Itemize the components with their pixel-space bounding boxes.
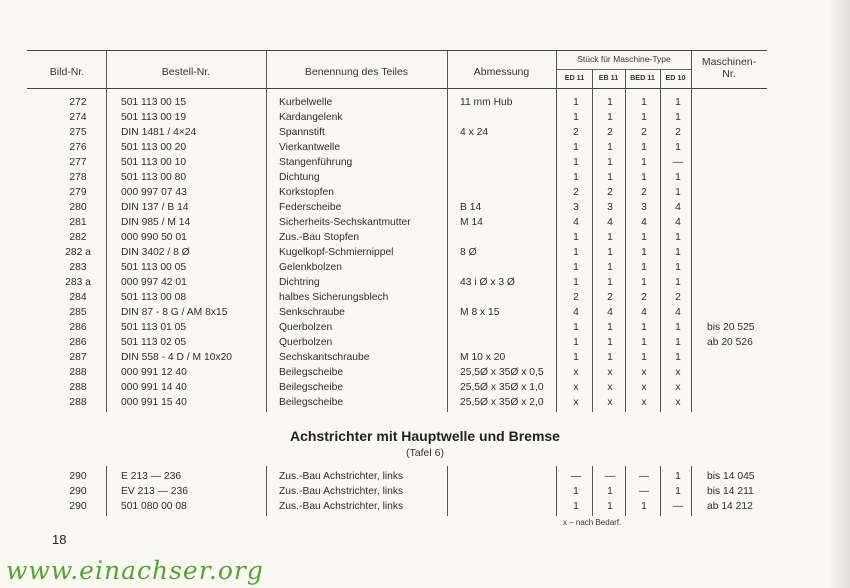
cell-bild-nr: 284 [69, 292, 87, 303]
cell-qty-eb11: 1 [607, 112, 613, 123]
cell-qty-ed11: 3 [573, 202, 579, 213]
cell-bestell-nr: DIN 558 - 4 D / M 10x20 [121, 352, 233, 363]
cell-qty-ed11: 1 [573, 501, 579, 512]
cell-qty-ed11: 2 [573, 292, 579, 303]
cell-qty-ed10: 1 [675, 112, 681, 123]
cell-benennung: Zus.-Bau Achstrichter, links [279, 471, 404, 482]
cell-bestell-nr: 501 113 00 20 [121, 142, 187, 153]
cell-qty-eb11: x [607, 382, 613, 393]
cell-qty-ed11: 1 [573, 337, 579, 348]
cell-qty-bed11: 3 [641, 202, 647, 213]
cell-qty-ed11: 1 [573, 352, 579, 363]
cell-qty-bed11: 1 [641, 97, 647, 108]
cell-qty-ed10: x [675, 382, 681, 393]
cell-bild-nr: 278 [69, 172, 87, 183]
cell-qty-bed11: 4 [641, 307, 647, 318]
cell-bestell-nr: 000 991 14 40 [121, 382, 187, 393]
cell-maschinen-nr: bis 20 525 [707, 322, 755, 333]
cell-bild-nr: 290 [69, 501, 87, 512]
header-type-bed11: BED 11 [630, 73, 655, 82]
header-bestell-nr: Bestell-Nr. [161, 66, 211, 78]
cell-qty-eb11: 1 [607, 486, 613, 497]
cell-qty-bed11: x [641, 397, 647, 408]
cell-qty-ed11: 2 [573, 127, 579, 138]
cell-qty-eb11: 4 [607, 307, 613, 318]
cell-qty-bed11: x [641, 367, 647, 378]
cell-qty-bed11: 1 [641, 142, 647, 153]
col-divider-7 [660, 69, 661, 412]
cell-benennung: Federscheibe [279, 202, 342, 213]
header-type-ed10: ED 10 [665, 73, 686, 82]
header-maschinen-nr-2: Nr. [722, 68, 736, 80]
cell-qty-eb11: 1 [607, 501, 613, 512]
cell-bestell-nr: EV 213 — 236 [121, 486, 188, 497]
cell-qty-bed11: 1 [641, 172, 647, 183]
cell-qty-eb11: 4 [607, 217, 613, 228]
cell-qty-ed11: 1 [573, 247, 579, 258]
cell-qty-bed11: 1 [641, 112, 647, 123]
cell-bild-nr: 282 [69, 232, 87, 243]
cell-qty-ed10: 1 [675, 172, 681, 183]
cell-qty-ed11: x [573, 382, 579, 393]
cell-benennung: Beilegscheibe [279, 382, 344, 393]
cell-bild-nr: 286 [69, 337, 87, 348]
cell-abmessung: 11 mm Hub [460, 97, 513, 108]
cell-qty-ed10: — [672, 157, 684, 168]
header-type-eb11: EB 11 [598, 73, 619, 82]
col-divider-1b [106, 466, 107, 516]
cell-benennung: Korkstopfen [279, 187, 334, 198]
cell-qty-eb11: 1 [607, 322, 613, 333]
cell-qty-ed11: x [573, 397, 579, 408]
header-abmessung: Abmessung [473, 66, 530, 78]
cell-qty-ed10: 4 [675, 307, 681, 318]
col-divider-7b [660, 466, 661, 516]
cell-bestell-nr: E 213 — 236 [121, 471, 182, 482]
cell-qty-bed11: x [641, 382, 647, 393]
col-divider-3b [447, 466, 448, 516]
cell-bestell-nr: 501 113 00 80 [121, 172, 187, 183]
cell-qty-bed11: 2 [641, 292, 647, 303]
cell-qty-eb11: 2 [607, 187, 613, 198]
cell-qty-ed10: 1 [675, 337, 681, 348]
cell-qty-ed11: 1 [573, 262, 579, 273]
cell-bild-nr: 275 [69, 127, 87, 138]
footnote: x – nach Bedarf. [563, 518, 622, 527]
header-stueck: Stück für Maschine-Type [577, 54, 671, 64]
col-divider-4b [556, 466, 557, 516]
cell-bild-nr: 285 [69, 307, 87, 318]
col-divider-2 [266, 50, 267, 412]
type-subheader-rule [557, 69, 691, 70]
col-divider-1 [106, 50, 107, 412]
cell-qty-ed10: x [675, 367, 681, 378]
cell-bild-nr: 281 [69, 217, 87, 228]
cell-bestell-nr: 501 113 02 05 [121, 337, 187, 348]
cell-qty-eb11: 1 [607, 172, 613, 183]
cell-qty-bed11: 1 [641, 501, 647, 512]
cell-qty-ed10: x [675, 397, 681, 408]
cell-benennung: Beilegscheibe [279, 367, 344, 378]
cell-qty-ed11: 1 [573, 172, 579, 183]
cell-bestell-nr: DIN 1481 / 4×24 [121, 127, 197, 138]
cell-bild-nr: 283 a [65, 277, 91, 288]
cell-qty-eb11: 3 [607, 202, 613, 213]
cell-bestell-nr: 501 113 00 19 [121, 112, 187, 123]
cell-benennung: Querbolzen [279, 322, 333, 333]
cell-qty-eb11: x [607, 397, 613, 408]
cell-bestell-nr: 000 991 12 40 [121, 367, 187, 378]
cell-bestell-nr: 501 113 00 05 [121, 262, 187, 273]
cell-qty-ed10: 2 [675, 292, 681, 303]
cell-qty-ed11: 4 [573, 217, 579, 228]
cell-benennung: Kugelkopf-Schmiernippel [279, 247, 394, 258]
cell-qty-bed11: 1 [641, 262, 647, 273]
cell-maschinen-nr: bis 14 211 [707, 486, 754, 497]
cell-qty-ed11: 1 [573, 157, 579, 168]
cell-bestell-nr: 000 997 07 43 [121, 187, 187, 198]
cell-bild-nr: 288 [69, 397, 87, 408]
cell-bild-nr: 276 [69, 142, 87, 153]
cell-qty-eb11: 1 [607, 247, 613, 258]
cell-abmessung: 25,5Ø x 35Ø x 0,5 [460, 367, 544, 378]
cell-bild-nr: 286 [69, 322, 87, 333]
cell-qty-bed11: 1 [641, 157, 647, 168]
cell-bestell-nr: 501 113 01 05 [121, 322, 187, 333]
section-title: Achstrichter mit Hauptwelle und Bremse [290, 428, 560, 444]
cell-qty-bed11: 1 [641, 322, 647, 333]
cell-benennung: Vierkantwelle [279, 142, 341, 153]
cell-bestell-nr: DIN 3402 / 8 Ø [121, 247, 190, 258]
cell-qty-ed10: 1 [675, 471, 681, 482]
cell-qty-eb11: 2 [607, 292, 613, 303]
cell-qty-ed11: x [573, 367, 579, 378]
cell-bild-nr: 290 [69, 471, 87, 482]
cell-qty-ed10: 1 [675, 322, 681, 333]
header-benennung: Benennung des Teiles [304, 66, 409, 78]
cell-bestell-nr: 501 113 00 15 [121, 97, 187, 108]
cell-qty-bed11: 1 [641, 337, 647, 348]
cell-abmessung: M 10 x 20 [460, 352, 506, 363]
cell-qty-bed11: 1 [641, 277, 647, 288]
cell-qty-eb11: 1 [607, 157, 613, 168]
cell-benennung: Zus.-Bau Achstrichter, links [279, 501, 404, 512]
cell-qty-ed11: 1 [573, 97, 579, 108]
cell-benennung: halbes Sicherungsblech [279, 292, 389, 303]
cell-bild-nr: 290 [69, 486, 87, 497]
cell-qty-eb11: 1 [607, 232, 613, 243]
table-top-rule [27, 50, 767, 51]
col-divider-5 [592, 69, 593, 412]
cell-qty-eb11: 1 [607, 142, 613, 153]
cell-qty-ed10: 1 [675, 187, 681, 198]
cell-qty-bed11: — [638, 486, 650, 497]
cell-qty-ed10: 2 [675, 127, 681, 138]
cell-qty-eb11: 1 [607, 277, 613, 288]
cell-bild-nr: 272 [69, 97, 87, 108]
header-type-ed11: ED 11 [564, 73, 585, 82]
cell-qty-ed10: 1 [675, 247, 681, 258]
col-divider-5b [592, 466, 593, 516]
cell-qty-eb11: 1 [607, 337, 613, 348]
cell-qty-bed11: 4 [641, 217, 647, 228]
cell-benennung: Spannstift [279, 127, 325, 138]
cell-benennung: Querbolzen [279, 337, 333, 348]
cell-qty-bed11: — [638, 471, 650, 482]
cell-qty-ed11: 1 [573, 486, 579, 497]
col-divider-4 [556, 50, 557, 412]
cell-qty-eb11: 1 [607, 97, 613, 108]
cell-qty-ed11: 1 [573, 142, 579, 153]
page-edge-shadow [828, 0, 850, 588]
cell-abmessung: 25,5Ø x 35Ø x 2,0 [460, 397, 544, 408]
cell-benennung: Dichtung [279, 172, 320, 183]
cell-benennung: Zus.-Bau Stopfen [279, 232, 360, 243]
cell-qty-ed11: 2 [573, 187, 579, 198]
cell-abmessung: M 14 [460, 217, 483, 228]
cell-benennung: Kurbelwelle [279, 97, 333, 108]
col-divider-3 [447, 50, 448, 412]
cell-qty-ed11: 4 [573, 307, 579, 318]
cell-benennung: Zus.-Bau Achstrichter, links [279, 486, 404, 497]
cell-abmessung: B 14 [460, 202, 482, 213]
cell-qty-ed11: — [570, 471, 582, 482]
cell-qty-eb11: 2 [607, 127, 613, 138]
cell-qty-eb11: — [604, 471, 616, 482]
website-watermark[interactable]: www.einachser.org [6, 556, 264, 585]
cell-bestell-nr: DIN 87 - 8 G / AM 8x15 [121, 307, 228, 318]
cell-bestell-nr: 501 113 00 08 [121, 292, 187, 303]
cell-maschinen-nr: ab 20 526 [707, 337, 753, 348]
cell-qty-ed10: 1 [675, 262, 681, 273]
cell-qty-eb11: x [607, 367, 613, 378]
cell-qty-eb11: 1 [607, 262, 613, 273]
header-maschinen-nr-1: Maschinen- [701, 56, 757, 68]
cell-qty-eb11: 1 [607, 352, 613, 363]
cell-abmessung: 25,5Ø x 35Ø x 1,0 [460, 382, 544, 393]
cell-qty-ed11: 1 [573, 112, 579, 123]
cell-qty-ed10: 1 [675, 142, 681, 153]
cell-bestell-nr: 000 997 42 01 [121, 277, 187, 288]
cell-bestell-nr: 501 113 00 10 [121, 157, 187, 168]
cell-qty-ed10: 1 [675, 486, 681, 497]
cell-benennung: Sechskantschraube [279, 352, 370, 363]
cell-bild-nr: 287 [69, 352, 87, 363]
cell-maschinen-nr: ab 14 212 [707, 501, 753, 512]
page-number: 18 [52, 532, 67, 547]
header-bild-nr: Bild-Nr. [49, 66, 85, 78]
cell-qty-ed11: 1 [573, 232, 579, 243]
cell-benennung: Gelenkbolzen [279, 262, 342, 273]
cell-qty-bed11: 1 [641, 352, 647, 363]
cell-bestell-nr: 000 991 15 40 [121, 397, 187, 408]
cell-benennung: Senkschraube [279, 307, 345, 318]
cell-qty-bed11: 1 [641, 247, 647, 258]
cell-abmessung: M 8 x 15 [460, 307, 500, 318]
cell-abmessung: 4 x 24 [460, 127, 489, 138]
header-bottom-rule [27, 88, 767, 89]
cell-benennung: Dichtring [279, 277, 320, 288]
cell-qty-bed11: 1 [641, 232, 647, 243]
cell-bild-nr: 279 [69, 187, 87, 198]
cell-abmessung: 8 Ø [460, 247, 477, 258]
cell-qty-ed10: 1 [675, 232, 681, 243]
cell-qty-ed10: 4 [675, 202, 681, 213]
cell-qty-bed11: 2 [641, 127, 647, 138]
cell-qty-ed10: 1 [675, 277, 681, 288]
cell-benennung: Kardangelenk [279, 112, 343, 123]
col-divider-2b [266, 466, 267, 516]
cell-qty-ed10: 1 [675, 97, 681, 108]
cell-benennung: Beilegscheibe [279, 397, 344, 408]
cell-qty-ed11: 1 [573, 277, 579, 288]
cell-bestell-nr: 000 990 50 01 [121, 232, 187, 243]
cell-bild-nr: 283 [69, 262, 87, 273]
cell-bestell-nr: DIN 137 / B 14 [121, 202, 189, 213]
section-subtitle: (Tafel 6) [406, 447, 444, 459]
cell-benennung: Stangenführung [279, 157, 353, 168]
cell-maschinen-nr: bis 14 045 [707, 471, 755, 482]
cell-benennung: Sicherheits-Sechskantmutter [279, 217, 411, 228]
cell-bild-nr: 282 a [65, 247, 91, 258]
col-divider-6b [625, 466, 626, 516]
cell-qty-ed10: 1 [675, 352, 681, 363]
cell-bestell-nr: 501 080 00 08 [121, 501, 187, 512]
cell-bild-nr: 280 [69, 202, 87, 213]
cell-abmessung: 43 i Ø x 3 Ø [460, 277, 515, 288]
cell-qty-ed11: 1 [573, 322, 579, 333]
cell-qty-ed10: — [672, 501, 684, 512]
cell-bild-nr: 288 [69, 367, 87, 378]
cell-bild-nr: 288 [69, 382, 87, 393]
cell-bild-nr: 277 [69, 157, 87, 168]
cell-qty-ed10: 4 [675, 217, 681, 228]
col-divider-6 [625, 69, 626, 412]
cell-bild-nr: 274 [69, 112, 87, 123]
cell-bestell-nr: DIN 985 / M 14 [121, 217, 191, 228]
cell-qty-bed11: 2 [641, 187, 647, 198]
